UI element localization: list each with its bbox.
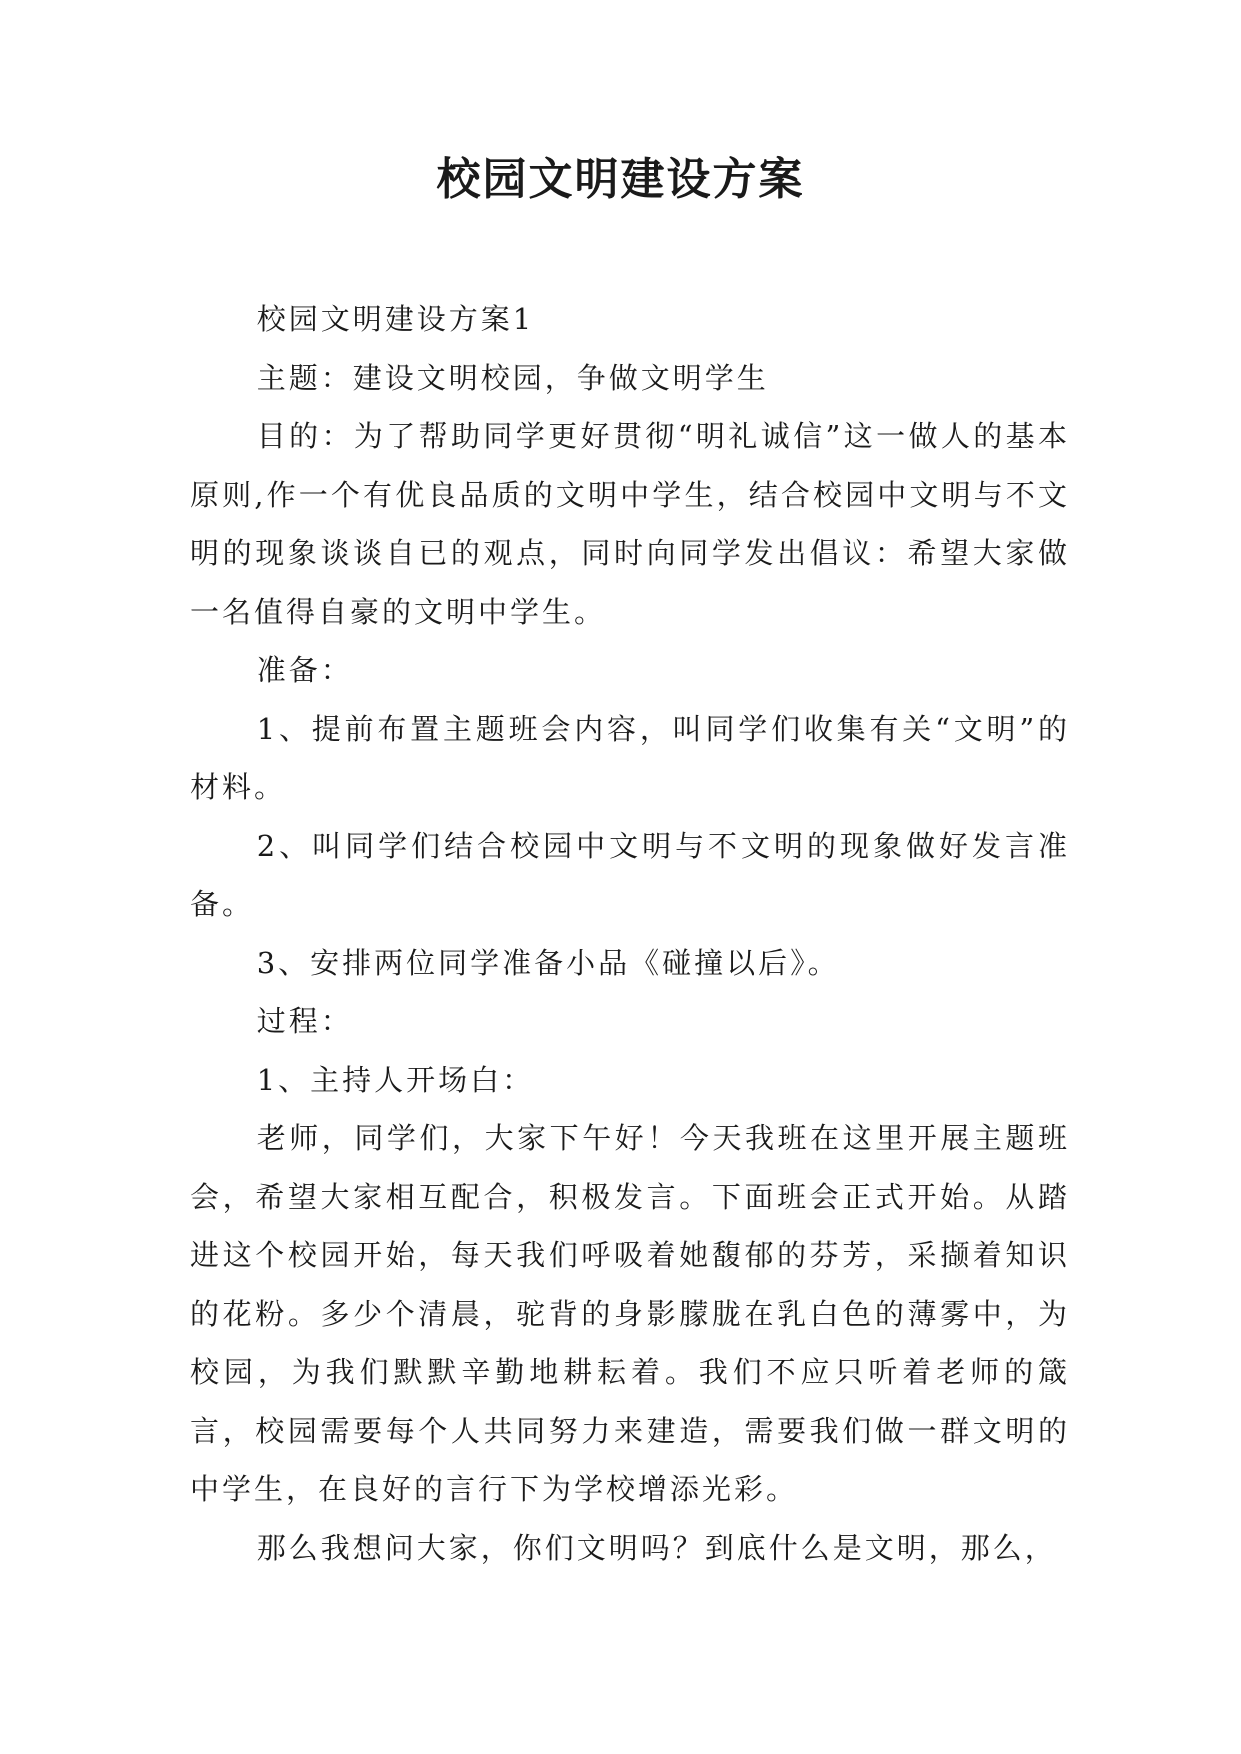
document-title: 校园文明建设方案 [436, 154, 805, 205]
paragraph-opening-speech: 老师，同学们，大家下午好！今天我班在这里开展主题班会，希望大家相互配合，积极发言。下面班会正式开始。从踏进这个校园开始，每天我们呼吸着她馥郁的芬芳，采撷着知识的花粉。多少个清晨，驼背的身影朦胧在乳白色的薄雾中，为校园，为我们默默辛勤地耕耘着。我们不应只听着老师的箴言，校园需要每个人共同努力来建造，需要我们做一群文明的中学生，在良好的言行下为学校增添光彩。 [190, 1121, 1070, 1506]
paragraph-theme: 主题：建设文明校园，争做文明学生 [256, 360, 769, 395]
paragraph-process-heading: 过程： [256, 1004, 353, 1038]
paragraph-subtitle: 校园文明建设方案1 [256, 302, 535, 336]
paragraph-purpose: 目的：为了帮助同学更好贯彻“明礼诚信”这一做人的基本原则,作一个有优良品质的文明中学生，结合校园中文明与不文明的现象谈谈自已的观点，同时向同学发出倡议：希望大家做一名值得自豪的文明中学生。 [190, 419, 1070, 629]
paragraph-process-1: 1、主持人开场白： [256, 1062, 535, 1097]
paragraph-preparation-1: 1、提前布置主题班会内容，叫同学们收集有关“文明”的材料。 [190, 711, 1070, 804]
paragraph-preparation-2: 2、叫同学们结合校园中文明与不文明的现象做好发言准备。 [190, 828, 1070, 921]
paragraph-preparation-heading: 准备： [256, 653, 353, 687]
document-body [190, 290, 1070, 1577]
paragraph-preparation-3: 3、安排两位同学准备小品《碰撞以后》。 [256, 945, 840, 980]
paragraph-question: 那么我想问大家，你们文明吗？到底什么是文明，那么， [256, 1530, 1057, 1565]
